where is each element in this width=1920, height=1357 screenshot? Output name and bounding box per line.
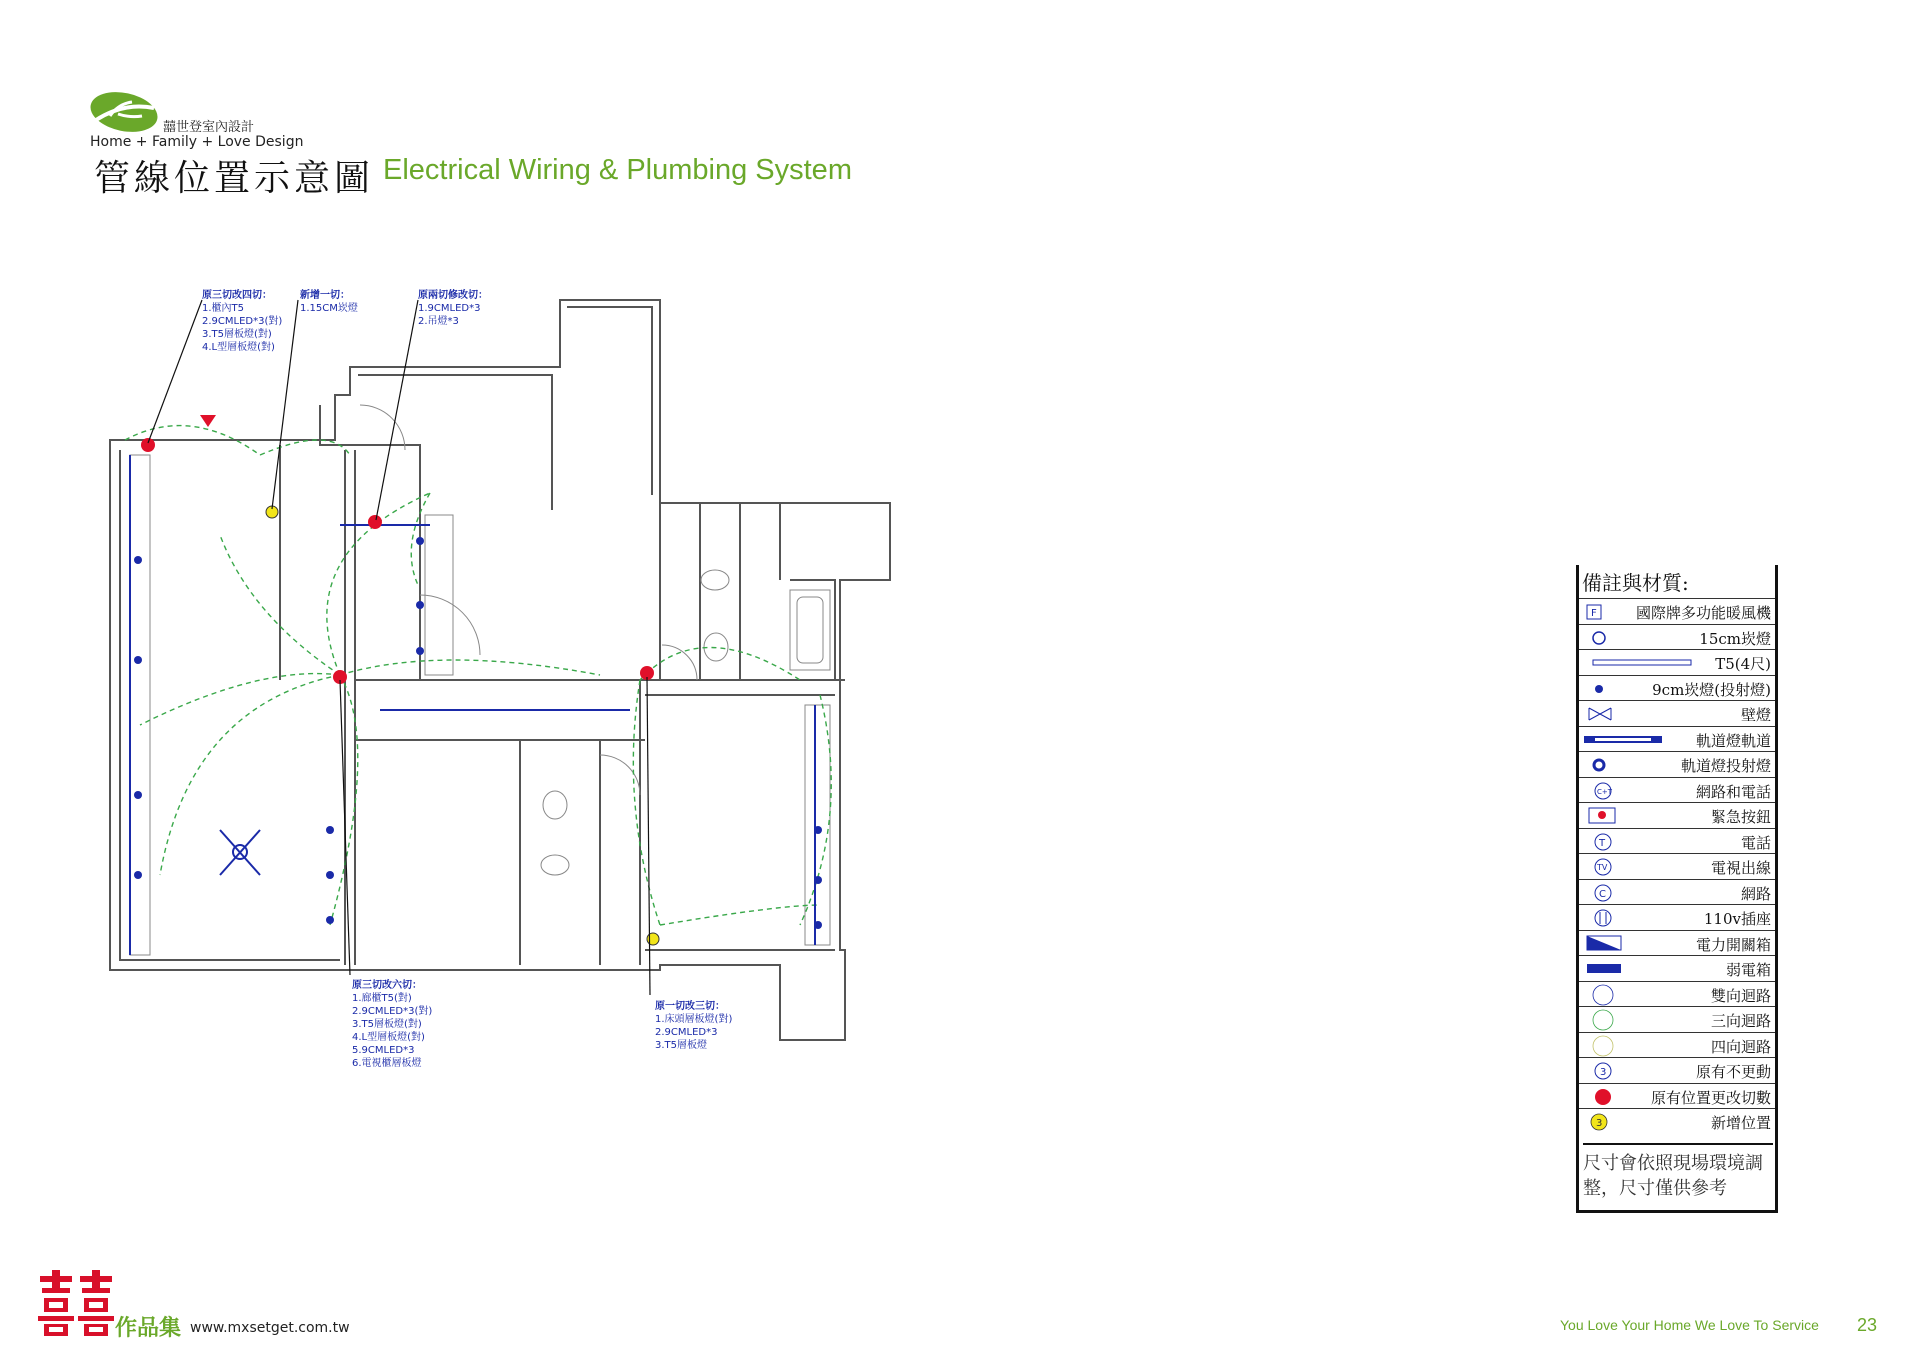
svg-text:F: F	[1591, 608, 1597, 619]
note-corridor-switch: 原三切改六切： 1.廊櫃T5(對) 2.9CMLED*3(對) 3.T5層板燈(對) 4.L型層板燈(對) 5.9CMLED*3 6.電視櫃層板燈	[352, 980, 433, 1069]
legend-label: 國際牌多功能暖風機	[1635, 604, 1771, 622]
legend-label: 網路和電話	[1695, 782, 1771, 801]
portfolio-label: 作品集	[115, 1315, 182, 1341]
legend-row	[1579, 675, 1775, 702]
network-icon	[1583, 881, 1627, 904]
legend-row	[1579, 955, 1775, 982]
wall-lamp-icon	[1583, 702, 1627, 725]
legend-label: 電力開關箱	[1695, 935, 1771, 954]
three-way-circuit-icon	[1583, 1008, 1627, 1031]
legend-label: 緊急按鈕	[1710, 808, 1771, 826]
downlight-9cm-icon	[1583, 677, 1627, 700]
svg-text:TV: TV	[1597, 863, 1608, 872]
leaf-logo-icon	[88, 90, 160, 134]
network-phone-icon	[1583, 779, 1627, 802]
note-new-switch: 新增一切： 1.15CM崁燈	[300, 290, 358, 314]
two-way-circuit-icon	[1583, 983, 1627, 1006]
legend-row	[1579, 598, 1775, 625]
new-position-icon	[1583, 1110, 1627, 1133]
note-living-switch: 原三切改四切： 1.櫃內T5 2.9CMLED*3(對) 3.T5層板燈(對) 4.L型層板燈(對)	[202, 290, 283, 353]
svg-text:C: C	[1599, 888, 1606, 900]
brand-name-cn: 囍世登室內設計	[163, 120, 255, 135]
legend-row	[1579, 904, 1775, 931]
legend-row	[1579, 726, 1775, 753]
legend-label: 網路	[1740, 884, 1771, 903]
legend-label: 原有不更動	[1695, 1063, 1771, 1081]
legend-row	[1579, 1083, 1775, 1110]
legend-label: 軌道燈投射燈	[1680, 757, 1771, 775]
legend-label: 9cm崁燈(投射燈)	[1652, 680, 1771, 699]
legend-note: 尺寸會依照現場環境調整，尺寸僅供參考	[1583, 1143, 1773, 1201]
track-spot-icon	[1583, 753, 1627, 776]
svg-text:3: 3	[1600, 1067, 1607, 1078]
legend-label: 電話	[1740, 833, 1771, 852]
legend-label: 壁燈	[1740, 706, 1771, 724]
legend-row	[1579, 700, 1775, 727]
legend-row	[1579, 777, 1775, 804]
legend-label: 新增位置	[1710, 1114, 1771, 1132]
brand-name-en: Home + Family + Love Design	[90, 134, 304, 150]
legend-row	[1579, 853, 1775, 880]
website-url: www.mxsetget.com.tw	[190, 1320, 350, 1336]
telephone-icon	[1583, 830, 1627, 853]
track-rail-icon	[1583, 728, 1695, 751]
legend-row	[1579, 879, 1775, 906]
svg-text:T: T	[1599, 837, 1606, 849]
legend-row	[1579, 1108, 1775, 1135]
tv-outlet-icon	[1583, 855, 1627, 878]
legend-row	[1579, 930, 1775, 957]
legend-row	[1579, 802, 1775, 829]
legend-label: 軌道燈軌道	[1695, 731, 1771, 750]
double-happiness-logo-icon	[36, 1270, 116, 1336]
fan-heater-icon	[1583, 600, 1627, 623]
legend-label: 三向迴路	[1710, 1012, 1771, 1030]
legend-label: 電視出線	[1710, 859, 1771, 877]
downlight-15cm-icon	[1583, 626, 1627, 649]
weak-current-box-icon	[1583, 957, 1627, 980]
legend-label: 110v插座	[1703, 910, 1771, 928]
legend-row	[1579, 828, 1775, 855]
emergency-button-icon	[1583, 804, 1627, 827]
floor-plan-drawing	[100, 285, 900, 1085]
legend-row	[1579, 649, 1775, 676]
legend-row	[1579, 981, 1775, 1008]
t5-tube-icon	[1583, 651, 1695, 674]
legend-title: 備註與材質:	[1582, 571, 1689, 595]
legend-label: 四向迴路	[1710, 1037, 1771, 1056]
relocated-switch-icon	[1583, 1085, 1627, 1108]
legend-row	[1579, 624, 1775, 651]
legend-row	[1579, 1057, 1775, 1084]
legend-label: 雙向迴路	[1710, 986, 1771, 1005]
legend-label: 原有位置更改切數	[1650, 1088, 1771, 1107]
svg-text:C+T: C+T	[1597, 787, 1613, 796]
svg-text:3: 3	[1596, 1118, 1603, 1129]
four-way-circuit-icon	[1583, 1034, 1627, 1057]
note-bedroom-switch: 原一切改三切： 1.床頭層板燈(對) 2.9CMLED*3 3.T5層板燈	[655, 1001, 733, 1051]
page-number: 23	[1857, 1315, 1878, 1335]
legend-row	[1579, 1032, 1775, 1059]
footer-slogan: You Love Your Home We Love To Service	[1560, 1317, 1819, 1333]
legend-row	[1579, 1006, 1775, 1033]
power-panel-icon	[1583, 932, 1627, 955]
page-title-en: Electrical Wiring & Plumbing System	[383, 154, 852, 186]
legend-label: 弱電箱	[1725, 961, 1771, 979]
existing-unchanged-icon	[1583, 1059, 1627, 1082]
note-dining-switch: 原兩切修改切： 1.9CMLED*3 2.吊燈*3	[418, 290, 488, 327]
page-title-cn: 管線位置示意圖	[94, 158, 375, 199]
outlet-110v-icon	[1583, 906, 1627, 929]
legend-label: 15cm崁燈	[1699, 629, 1771, 648]
legend-label: T5(4尺)	[1715, 655, 1771, 673]
legend-panel	[1576, 565, 1778, 1213]
legend-row	[1579, 751, 1775, 778]
floor-plan	[100, 285, 900, 1085]
